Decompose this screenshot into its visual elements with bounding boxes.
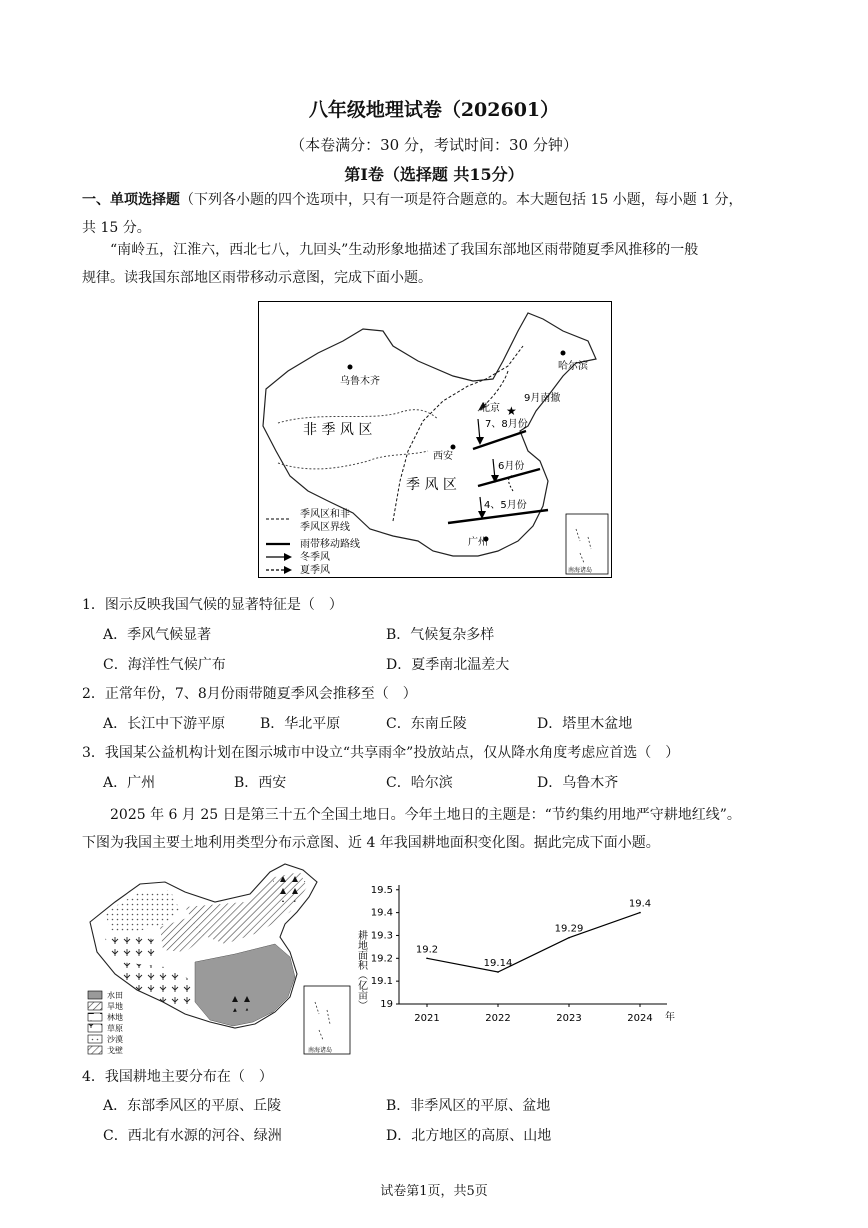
x-tick-label: 2023 [556, 1013, 582, 1024]
y-tick-label: 19.3 [370, 930, 393, 942]
label-beijing: 北京 [480, 403, 500, 414]
y-tick-label: 19 [380, 999, 393, 1010]
q1-option-c[interactable]: C．海洋性气候广布 [103, 657, 226, 673]
data-point [497, 971, 499, 973]
part-title: 第Ⅰ卷（选择题 共15分） [344, 165, 524, 184]
svg-text:雨带移动路线: 雨带移动路线 [300, 539, 360, 550]
q2-option-a[interactable]: A．长江中下游平原 [103, 716, 226, 732]
passage-2: 2025 年 6 月 25 日是第三十五个全国土地日。今年土地日的主题是：“节约集约用地严守耕地红线”。 [110, 807, 741, 823]
page-title: 八年级地理试卷（202601） [308, 99, 560, 121]
y-tick-label: 19.4 [370, 907, 393, 919]
page-footer: 试卷第1页，共5页 [380, 1184, 488, 1199]
data-point [639, 912, 641, 914]
q3-option-b[interactable]: B．西安 [234, 775, 287, 791]
svg-text:南海诸岛: 南海诸岛 [568, 567, 593, 574]
label-urumqi: 乌鲁木齐 [340, 376, 380, 387]
question-2: 2．正常年份，7、8月份雨带随夏季风会推移至（ ） [82, 686, 417, 702]
svg-text:草原: 草原 [107, 1024, 123, 1033]
label-non-monsoon: 非 季 风 区 [303, 422, 373, 438]
label-harbin: 哈尔滨 [558, 361, 588, 372]
x-axis-unit: 年 [665, 1012, 675, 1023]
svg-text:季风区界线: 季风区界线 [300, 522, 350, 533]
q4-option-a[interactable]: A．东部季风区的平原、丘陵 [103, 1098, 282, 1114]
y-axis-label: 耕地面积（亿亩） [355, 930, 367, 1010]
y-tick-label: 19.1 [370, 976, 393, 988]
data-point [426, 958, 428, 960]
q2-option-d[interactable]: D．塔里木盆地 [537, 716, 633, 732]
label-monsoon: 季 风 区 [406, 477, 457, 493]
y-tick-label: 19.2 [370, 953, 393, 965]
q4-option-b[interactable]: B．非季风区的平原、盆地 [386, 1098, 551, 1114]
svg-text:水田: 水田 [107, 991, 123, 1000]
q3-option-c[interactable]: C．哈尔滨 [386, 775, 453, 791]
svg-text:季风区和非: 季风区和非 [300, 509, 350, 520]
label-xian: 西安 [433, 451, 453, 462]
data-label: 19.29 [554, 923, 584, 935]
svg-text:戈壁: 戈壁 [107, 1046, 123, 1055]
label-guangzhou: 广州 [468, 537, 488, 548]
svg-text:冬季风: 冬季风 [300, 552, 330, 563]
section-instruction [82, 186, 802, 242]
exam-info: （本卷满分：30 分，考试时间：30 分钟） [290, 136, 578, 154]
svg-text:南海诸岛: 南海诸岛 [308, 1047, 333, 1054]
q2-option-c[interactable]: C．东南丘陵 [386, 716, 467, 732]
x-tick-label: 2024 [627, 1013, 653, 1024]
question-4: 4．我国耕地主要分布在（ ） [82, 1069, 273, 1085]
svg-text:沙漠: 沙漠 [107, 1035, 123, 1044]
label-sep: 9月南撤 [524, 393, 561, 404]
svg-text:夏季风: 夏季风 [300, 565, 330, 576]
section-heading: 一、单项选择题 [82, 192, 180, 208]
x-tick-label: 2021 [414, 1013, 440, 1024]
data-label: 19.2 [415, 944, 439, 956]
q3-option-d[interactable]: D．乌鲁木齐 [537, 775, 619, 791]
svg-text:旱地: 旱地 [107, 1002, 123, 1011]
q3-option-a[interactable]: A．广州 [103, 775, 156, 791]
svg-text:林地: 林地 [107, 1013, 123, 1022]
series-line [427, 913, 640, 972]
farmland-area-chart [355, 880, 690, 1030]
question-3: 3．我国某公益机构计划在图示城市中设立“共享雨伞”投放站点，仅从降水角度考虑应首选（ ） [82, 745, 680, 761]
label-jun: 6月份 [498, 461, 525, 472]
q1-option-a[interactable]: A．季风气候显著 [103, 627, 212, 643]
svg-text:★: ★ [506, 404, 517, 418]
q2-option-b[interactable]: B．华北平原 [260, 716, 341, 732]
data-point [568, 937, 570, 939]
q1-option-d[interactable]: D．夏季南北温差大 [386, 657, 510, 673]
passage-1: “南岭五，江淮六，西北七八，九回头”生动形象地描述了我国东部地区雨带随夏季风推移的一般 [110, 242, 699, 258]
passage-1-line2: 规律。读我国东部地区雨带移动示意图，完成下面小题。 [82, 270, 432, 286]
q4-option-d[interactable]: D．北方地区的高原、山地 [386, 1128, 552, 1144]
q1-option-b[interactable]: B．气候复杂多样 [386, 627, 495, 643]
y-tick-label: 19.5 [370, 884, 393, 896]
x-tick-label: 2022 [485, 1013, 511, 1024]
question-1: 1．图示反映我国气候的显著特征是（ ） [82, 597, 343, 613]
q4-option-c[interactable]: C．西北有水源的河谷、绿洲 [103, 1128, 282, 1144]
data-label: 19.14 [483, 958, 513, 970]
data-label: 19.4 [628, 898, 652, 910]
rainbelt-map [258, 301, 612, 578]
instruction-text-1: （下列各小题的四个选项中，只有一项是符合题意的。本大题包括 15 小题，每小题 1 分， [180, 192, 743, 208]
instruction-text-2: 共 15 分。 [82, 220, 151, 236]
passage-2-line2: 下图为我国主要土地利用类型分布示意图、近 4 年我国耕地面积变化图。据此完成下面小题。 [82, 835, 660, 851]
label-apr-may: 4、5月份 [484, 500, 527, 511]
land-use-map [85, 862, 353, 1058]
label-jul-aug: 7、8月份 [485, 419, 528, 430]
